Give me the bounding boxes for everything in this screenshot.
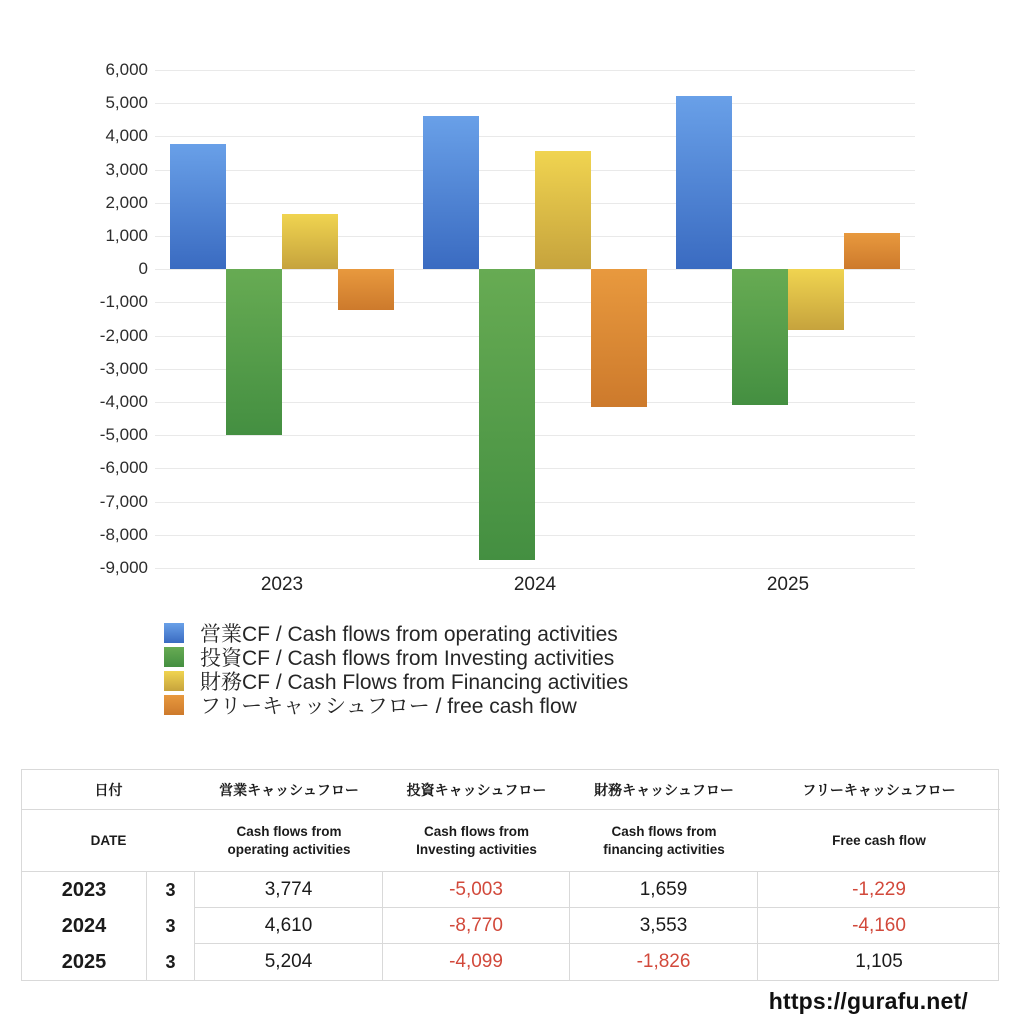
- table-value: 3,774: [195, 872, 383, 908]
- table-value: 3,553: [570, 908, 758, 944]
- bar-2023-series-2: [282, 214, 338, 269]
- header-line: financing activities: [603, 841, 725, 857]
- table-year: 2023: [22, 872, 147, 908]
- table-year: 2025: [22, 944, 147, 980]
- table-header-investing-jp: 投資キャッシュフロー: [383, 770, 570, 810]
- y-axis-tick-label: 3,000: [105, 159, 148, 179]
- table-value: 1,105: [855, 951, 903, 972]
- cash-flow-table: [21, 769, 999, 981]
- bar-2025-series-2: [788, 269, 844, 330]
- table-value: -4,160: [758, 908, 1000, 944]
- gridline: [155, 70, 915, 71]
- operating-cf-swatch-icon: [164, 623, 184, 643]
- bar-2024-series-3: [591, 269, 647, 407]
- table-value: -1,229: [758, 872, 1000, 908]
- y-axis-tick-label: 0: [138, 259, 148, 279]
- x-axis-tick-label: 2023: [260, 574, 304, 595]
- table-month: 3: [147, 908, 195, 944]
- y-axis-tick-label: -4,000: [99, 392, 148, 411]
- legend-label: 営業CF / Cash flows from operating activities: [200, 623, 618, 646]
- table-header-financing-en: [570, 810, 758, 872]
- x-axis-tick-label: 2024: [513, 574, 557, 595]
- y-axis-tick-label: -6,000: [99, 458, 148, 478]
- y-axis-tick-label: -2,000: [99, 325, 148, 345]
- bar-2023-series-1: [226, 269, 282, 435]
- header-line: Cash flows from: [423, 823, 529, 839]
- bar-2023-series-0: [170, 144, 226, 269]
- y-axis-tick-label: -5,000: [99, 425, 148, 445]
- table-year: 2024: [22, 908, 147, 944]
- x-axis-tick-label: 2025: [766, 574, 810, 595]
- y-axis-tick-label: -8,000: [99, 524, 148, 544]
- free-cash-flow-swatch-icon: [164, 695, 184, 715]
- header-line: DATE: [90, 832, 127, 848]
- y-axis-tick-label: 4,000: [105, 126, 148, 146]
- table-header-fcf-en: [758, 810, 1000, 872]
- gridline: [155, 435, 915, 436]
- bar-2025-series-3: [844, 233, 900, 270]
- gridline: [155, 468, 915, 469]
- table-month: 3: [147, 944, 195, 980]
- y-axis-tick-label: 2,000: [105, 192, 148, 212]
- legend-label: 投資CF / Cash flows from Investing activities: [200, 647, 615, 670]
- y-axis-tick-label: -7,000: [99, 491, 148, 511]
- bar-2024-series-1: [479, 269, 535, 560]
- financing-cf-swatch-icon: [164, 671, 184, 691]
- gridline: [155, 502, 915, 503]
- gridline: [155, 535, 915, 536]
- legend-item-free-cash-flow: [164, 693, 628, 717]
- bar-2023-series-3: [338, 269, 394, 310]
- table-header-date-en: [22, 810, 195, 872]
- table-month: 3: [147, 872, 195, 908]
- table-value: -8,770: [383, 908, 570, 944]
- chart-legend: [164, 621, 628, 717]
- header-line: Free cash flow: [832, 832, 926, 848]
- gridline: [155, 103, 915, 104]
- bar-2025-series-1: [732, 269, 788, 405]
- table-value: 4,610: [195, 908, 383, 944]
- header-line: operating activities: [227, 841, 351, 857]
- table-value: 1,659: [570, 872, 758, 908]
- legend-label: フリーキャッシュフロー / free cash flow: [200, 695, 577, 718]
- y-axis-tick-label: 5,000: [105, 93, 148, 113]
- y-axis-tick-label: -3,000: [99, 358, 148, 378]
- table-value: 5,204: [195, 944, 383, 980]
- gridline: [155, 136, 915, 137]
- investing-cf-swatch-icon: [164, 647, 184, 667]
- table-header-financing-jp: 財務キャッシュフロー: [570, 770, 758, 810]
- legend-label: 財務CF / Cash Flows from Financing activities: [200, 671, 629, 694]
- table-header-operating-jp: 営業キャッシュフロー: [195, 770, 383, 810]
- table-header-investing-en: [383, 810, 570, 872]
- table-value: -1,826: [570, 944, 758, 980]
- y-axis-tick-label: -1,000: [99, 292, 148, 312]
- table-header-fcf-jp: フリーキャッシュフロー: [758, 770, 1000, 810]
- table-header-date-jp: 日付: [22, 770, 195, 810]
- table-value: -4,099: [383, 944, 570, 980]
- header-line: Cash flows from: [611, 823, 717, 839]
- bar-2025-series-0: [676, 96, 732, 269]
- y-axis-tick-label: 6,000: [105, 60, 148, 79]
- y-axis-tick-label: -9,000: [99, 558, 148, 577]
- gridline: [155, 568, 915, 569]
- bar-2024-series-0: [423, 116, 479, 269]
- header-line: Cash flows from: [236, 823, 342, 839]
- header-line: Investing activities: [416, 841, 537, 857]
- bar-2024-series-2: [535, 151, 591, 269]
- table-value: -5,003: [383, 872, 570, 908]
- table-header-operating-en: [195, 810, 383, 872]
- y-axis-tick-label: 1,000: [105, 226, 148, 245]
- site-url: https://gurafu.net/: [768, 988, 968, 1014]
